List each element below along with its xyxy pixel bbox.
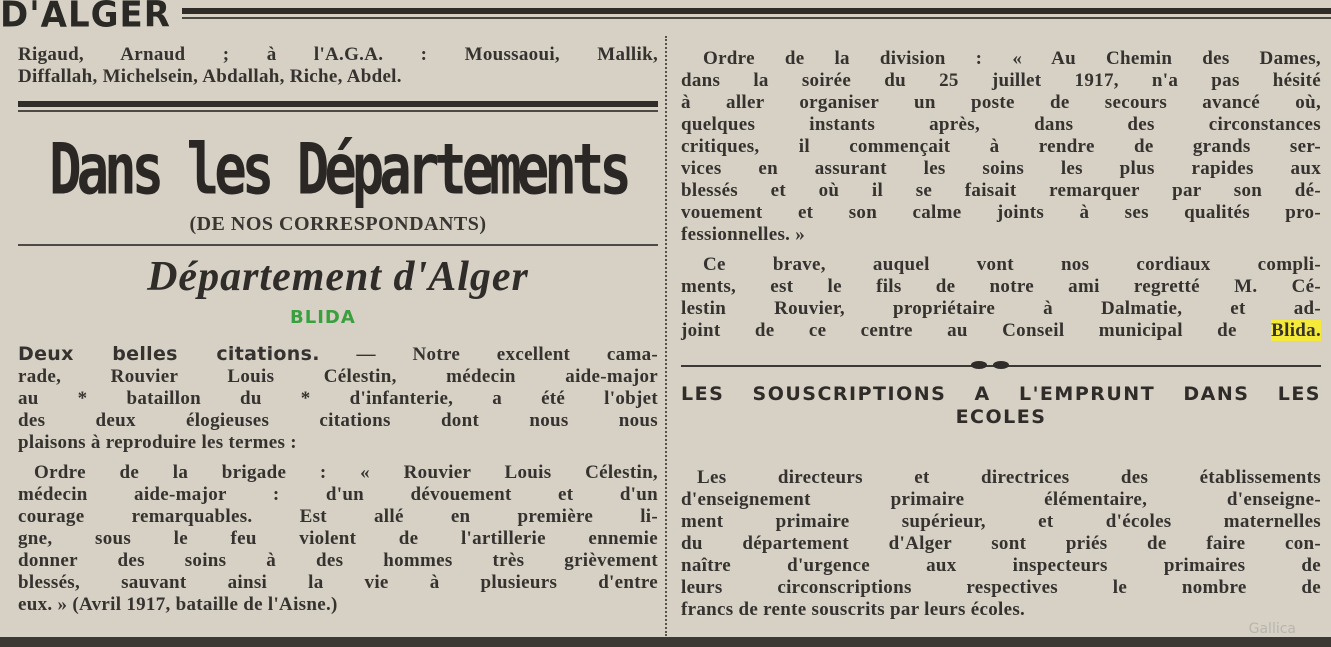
text-line: lestin Rouvier, propriétaire à Dalmatie, et ad- (681, 298, 1321, 319)
paragraph-lead: Deux belles citations. (18, 343, 320, 365)
text-line: ment primaire supérieur, et d'écoles maternelles (681, 511, 1321, 532)
section-rule-thin (18, 110, 658, 112)
text-line: des deux élogieuses citations dont nous nous (18, 410, 658, 431)
text-line: ments, est le fils de notre ami regretté M. Cé- (681, 276, 1321, 297)
text-line: Les directeurs et directrices des établissements (697, 467, 1321, 488)
masthead: D'ALGER (0, 0, 171, 37)
text-line: vouement et son calme joints à ses qualités pro- (681, 202, 1321, 223)
text-line: gne, sous le feu violent de l'artillerie ennemie (18, 528, 658, 549)
text-line: francs de rente souscrits par leurs écoles. (681, 599, 1026, 620)
text-line: rade, Rouvier Louis Célestin, médecin aide-major (18, 366, 658, 387)
schools-heading-line1: LES SOUSCRIPTIONS A L'EMPRUNT DANS LES (681, 383, 1321, 405)
text-line: d'enseignement primaire élémentaire, d'enseigne- (681, 489, 1321, 510)
left-paragraph-1 (18, 343, 658, 454)
text-line: médecin aide-major : d'un dévouement et d'un (18, 484, 658, 505)
text-line: Diffallah, Michelsein, Abdallah, Riche, Abdel. (18, 66, 402, 87)
left-paragraph-2 (18, 462, 658, 616)
text-line: quelques instants après, dans des circonstances (681, 114, 1321, 135)
text-line: fessionnelles. » (681, 224, 806, 245)
left-top-text (18, 44, 658, 88)
schools-heading-line2: ECOLES (955, 406, 1047, 428)
masthead-rule (182, 8, 1331, 14)
section-rule-thick (18, 101, 658, 107)
text-line: critiques, il commençait à rendre de grands ser- (681, 136, 1321, 157)
text-line: eux. » (Avril 1917, bataille de l'Aisne.) (18, 594, 338, 615)
text-line: du département d'Alger sont priés de faire con- (681, 533, 1321, 554)
text-line: blessés et où il se faisait remarquer par son dé- (681, 180, 1321, 201)
text-line: Ordre de la division : « Au Chemin des Dames, (703, 48, 1321, 69)
search-highlight: Blida. (1271, 320, 1321, 341)
text-line: plaisons à reproduire les termes : (18, 432, 297, 453)
text-line: à aller organiser un poste de secours avancé où, (681, 92, 1321, 113)
text-line: vices en assurant les soins les plus rapides aux (681, 158, 1321, 179)
section-title: Dans les Départements (49, 128, 627, 211)
text-line: blessés, sauvant ainsi la vie à plusieurs d'entre (18, 572, 658, 593)
text-line: Ce brave, auquel vont nos cordiaux compli- (703, 254, 1321, 275)
masthead-rule-thin (182, 17, 1331, 19)
text-line: Deux belles citations. — Notre excellent cama- (18, 343, 659, 365)
right-paragraph-3 (681, 467, 1321, 621)
text-line: Rigaud, Arnaud ; à l'A.G.A. : Moussaoui, Mallik, (18, 44, 658, 65)
watermark: Gallica (1248, 621, 1296, 637)
text-line: courage remarquables. Est allé en première li- (18, 506, 658, 527)
text-line: naître d'urgence aux inspecteurs primaires de (681, 555, 1321, 576)
department-title: Département d'Alger (147, 254, 529, 300)
column-divider (665, 36, 668, 636)
text-line: dans la soirée du 25 juillet 1917, n'a pas hésité (681, 70, 1321, 91)
text-line: leurs circonscriptions respectives le nombre de (681, 577, 1321, 598)
text-line: au * bataillon du * d'infanterie, a été l'objet (18, 388, 658, 409)
section-subtitle: (DE NOS CORRESPONDANTS) (189, 213, 487, 235)
right-paragraph-1 (681, 48, 1321, 246)
text-line: Ordre de la brigade : « Rouvier Louis Célestin, (34, 462, 658, 483)
right-paragraph-2 (681, 254, 1321, 342)
text-line: donner des soins à des hommes très grièvement (18, 550, 658, 571)
subtitle-rule (18, 244, 658, 246)
text-line: joint de ce centre au Conseil municipal de Blida. (681, 320, 1321, 341)
city-tag: BLIDA (290, 307, 356, 328)
bottom-rule (0, 637, 1331, 647)
section-ornament (681, 363, 1321, 369)
